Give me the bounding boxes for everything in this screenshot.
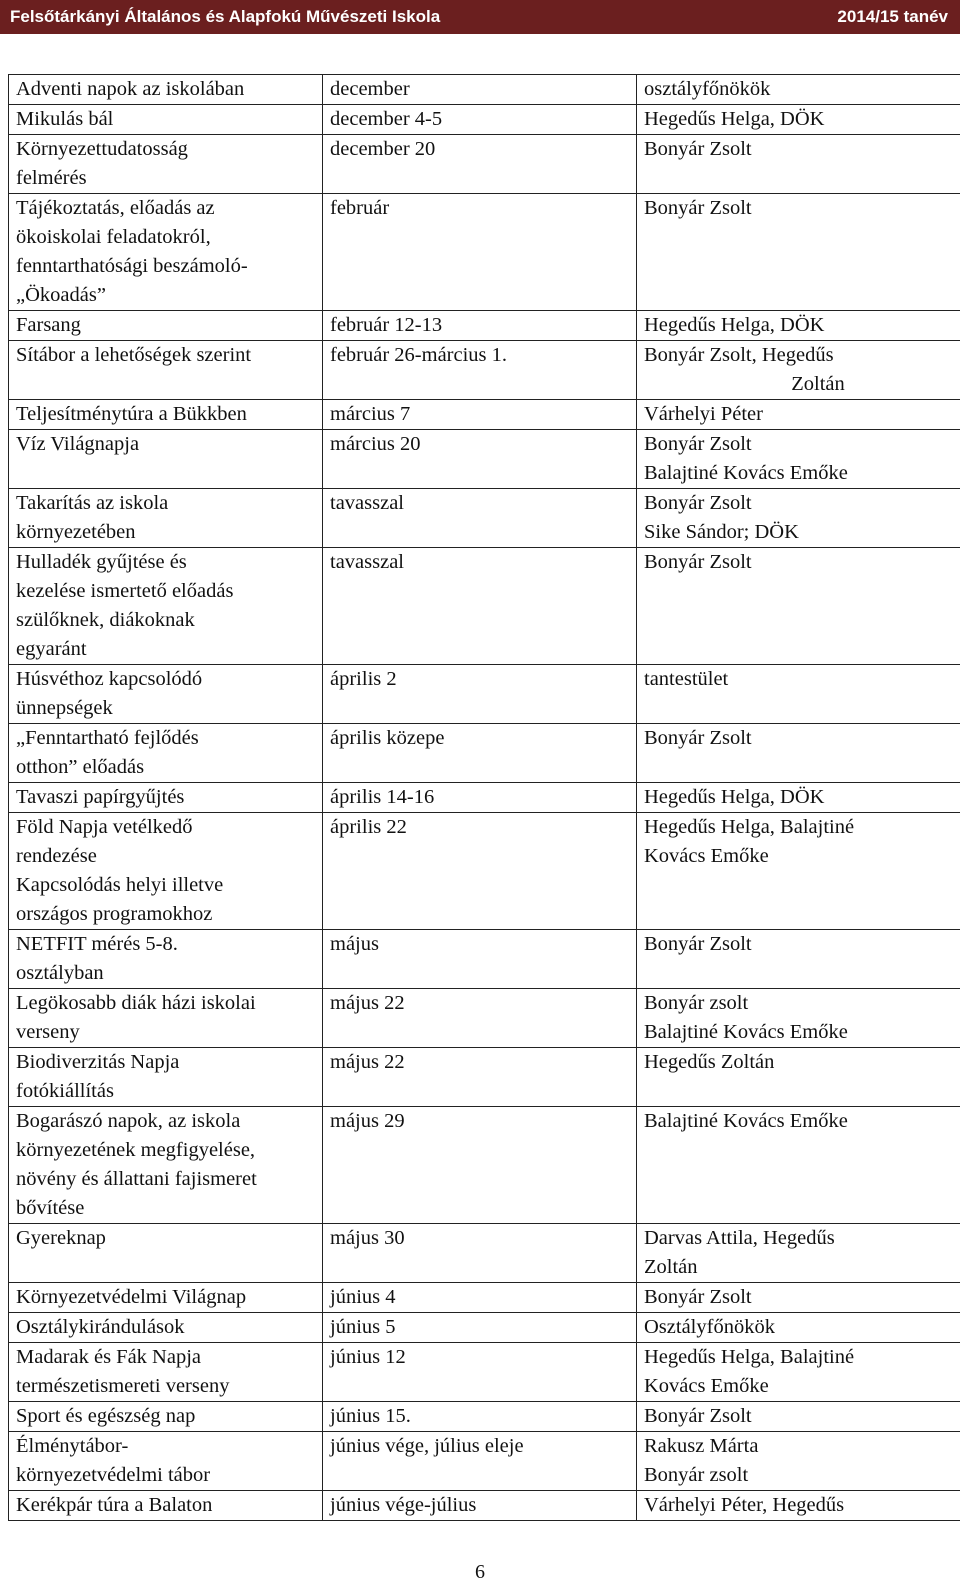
event-text: osztályban bbox=[16, 962, 104, 984]
responsible-text: Kovács Emőke bbox=[644, 845, 769, 867]
event-cell bbox=[9, 430, 323, 489]
responsible-text: Balajtiné Kovács Emőke bbox=[644, 1110, 848, 1132]
date-cell bbox=[323, 1491, 637, 1521]
date-text: március 20 bbox=[330, 433, 421, 455]
responsible-cell bbox=[637, 1491, 960, 1521]
responsible-cell bbox=[637, 311, 960, 341]
responsible-text: Sike Sándor; DÖK bbox=[644, 521, 799, 543]
responsible-text: Hegedűs Helga, Balajtiné bbox=[644, 1346, 855, 1368]
event-text: „Ökoadás” bbox=[16, 284, 106, 306]
date-cell bbox=[323, 400, 637, 430]
event-text: környezetében bbox=[16, 521, 136, 543]
event-cell bbox=[9, 1107, 323, 1224]
event-cell bbox=[9, 813, 323, 930]
date-text: december 4-5 bbox=[330, 108, 443, 130]
responsible-text: Bonyár zsolt bbox=[644, 1464, 749, 1486]
event-text: Környezetvédelmi Világnap bbox=[16, 1286, 247, 1308]
date-text: május 30 bbox=[330, 1227, 405, 1249]
date-cell bbox=[323, 75, 637, 105]
event-cell bbox=[9, 724, 323, 783]
table-row bbox=[9, 400, 960, 430]
document-header bbox=[0, 0, 960, 34]
event-text: „Fenntartható fejlődés bbox=[16, 727, 199, 749]
date-text: június 15. bbox=[330, 1405, 411, 1427]
table-row bbox=[9, 1283, 960, 1313]
table-row bbox=[9, 813, 960, 930]
responsible-text: Bonyár Zsolt, Hegedűs bbox=[644, 344, 834, 366]
table-row bbox=[9, 135, 960, 194]
date-text: június 5 bbox=[330, 1316, 396, 1338]
date-cell bbox=[323, 489, 637, 548]
responsible-cell bbox=[637, 1343, 960, 1402]
responsible-cell bbox=[637, 1432, 960, 1491]
responsible-cell bbox=[637, 489, 960, 548]
responsible-text: Hegedűs Helga, DÖK bbox=[644, 108, 825, 130]
table-row bbox=[9, 1224, 960, 1283]
event-text: Gyereknap bbox=[16, 1227, 106, 1249]
table-row bbox=[9, 724, 960, 783]
responsible-text: Hegedűs Helga, Balajtiné bbox=[644, 816, 855, 838]
date-cell bbox=[323, 194, 637, 311]
responsible-cell bbox=[637, 75, 960, 105]
responsible-cell bbox=[637, 1107, 960, 1224]
responsible-text: Osztályfőnökök bbox=[644, 1316, 775, 1338]
date-text: június vége, július eleje bbox=[330, 1435, 524, 1457]
event-text: fotókiállítás bbox=[16, 1080, 114, 1102]
table-row bbox=[9, 75, 960, 105]
school-year: 2014/15 tanév bbox=[837, 7, 948, 26]
responsible-text: Bonyár Zsolt bbox=[644, 492, 752, 514]
event-text: ünnepségek bbox=[16, 697, 113, 719]
date-text: június 12 bbox=[330, 1346, 406, 1368]
date-text: április 14-16 bbox=[330, 786, 435, 808]
event-cell bbox=[9, 400, 323, 430]
event-text: Madarak és Fák Napja bbox=[16, 1346, 202, 1368]
event-text: egyaránt bbox=[16, 638, 87, 660]
date-text: május 22 bbox=[330, 992, 405, 1014]
date-text: június vége-július bbox=[330, 1494, 477, 1516]
responsible-text: Balajtiné Kovács Emőke bbox=[644, 1021, 848, 1043]
event-text: Környezettudatosság bbox=[16, 138, 188, 160]
event-text: verseny bbox=[16, 1021, 80, 1043]
table-row bbox=[9, 194, 960, 311]
events-table-body bbox=[9, 75, 960, 1521]
event-cell bbox=[9, 1224, 323, 1283]
event-text: Takarítás az iskola bbox=[16, 492, 169, 514]
date-text: december bbox=[330, 78, 410, 100]
table-row bbox=[9, 1048, 960, 1107]
table-row bbox=[9, 1107, 960, 1224]
event-cell bbox=[9, 489, 323, 548]
date-cell bbox=[323, 724, 637, 783]
event-text: növény és állattani fajismeret bbox=[16, 1168, 257, 1190]
date-text: február bbox=[330, 197, 390, 219]
date-cell bbox=[323, 341, 637, 400]
table-row bbox=[9, 1432, 960, 1491]
date-cell bbox=[323, 1313, 637, 1343]
date-text: március 7 bbox=[330, 403, 411, 425]
responsible-cell bbox=[637, 1313, 960, 1343]
responsible-text: Balajtiné Kovács Emőke bbox=[644, 462, 848, 484]
table-row bbox=[9, 105, 960, 135]
event-text: Húsvéthoz kapcsolódó bbox=[16, 668, 203, 690]
responsible-text: Bonyár Zsolt bbox=[644, 1405, 752, 1427]
event-text: Sítábor a lehetőségek szerint bbox=[16, 344, 252, 366]
responsible-text: Bonyár Zsolt bbox=[644, 433, 752, 455]
table-row bbox=[9, 1313, 960, 1343]
event-text: bővítése bbox=[16, 1197, 85, 1219]
event-text: országos programokhoz bbox=[16, 903, 213, 925]
date-text: május 22 bbox=[330, 1051, 405, 1073]
responsible-text: Bonyár Zsolt bbox=[644, 551, 752, 573]
events-table bbox=[8, 74, 960, 1521]
date-text: május 29 bbox=[330, 1110, 405, 1132]
event-text: Tájékoztatás, előadás az bbox=[16, 197, 215, 219]
event-cell bbox=[9, 194, 323, 311]
responsible-cell bbox=[637, 989, 960, 1048]
date-cell bbox=[323, 1224, 637, 1283]
event-text: felmérés bbox=[16, 167, 87, 189]
table-row bbox=[9, 430, 960, 489]
event-text: fenntarthatósági beszámoló- bbox=[16, 255, 248, 277]
event-cell bbox=[9, 1402, 323, 1432]
responsible-cell bbox=[637, 1402, 960, 1432]
responsible-cell bbox=[637, 194, 960, 311]
date-text: május bbox=[330, 933, 379, 955]
date-cell bbox=[323, 930, 637, 989]
event-cell bbox=[9, 105, 323, 135]
date-cell bbox=[323, 989, 637, 1048]
responsible-text: osztályfőnökök bbox=[644, 78, 771, 100]
event-cell bbox=[9, 989, 323, 1048]
event-text: Farsang bbox=[16, 314, 81, 336]
responsible-cell bbox=[637, 783, 960, 813]
table-row bbox=[9, 989, 960, 1048]
date-text: április 2 bbox=[330, 668, 397, 690]
event-cell bbox=[9, 783, 323, 813]
responsible-cell bbox=[637, 135, 960, 194]
event-text: ökoiskolai feladatokról, bbox=[16, 226, 211, 248]
date-cell bbox=[323, 813, 637, 930]
date-text: június 4 bbox=[330, 1286, 396, 1308]
responsible-text: Bonyár Zsolt bbox=[644, 197, 752, 219]
page-number: 6 bbox=[475, 1561, 485, 1583]
responsible-text: Hegedűs Helga, DÖK bbox=[644, 786, 825, 808]
responsible-text: Rakusz Márta bbox=[644, 1435, 759, 1457]
event-text: Adventi napok az iskolában bbox=[16, 78, 245, 100]
event-cell bbox=[9, 548, 323, 665]
event-text: Legökosabb diák házi iskolai bbox=[16, 992, 256, 1014]
date-cell bbox=[323, 1107, 637, 1224]
responsible-text: Zoltán bbox=[644, 1256, 698, 1278]
date-cell bbox=[323, 1283, 637, 1313]
event-text: Teljesítménytúra a Bükkben bbox=[16, 403, 247, 425]
date-cell bbox=[323, 1432, 637, 1491]
event-text: Mikulás bál bbox=[16, 108, 114, 130]
event-cell bbox=[9, 1048, 323, 1107]
date-cell bbox=[323, 1343, 637, 1402]
event-cell bbox=[9, 665, 323, 724]
table-row bbox=[9, 1491, 960, 1521]
responsible-text: Bonyár Zsolt bbox=[644, 933, 752, 955]
responsible-cell bbox=[637, 1048, 960, 1107]
responsible-cell bbox=[637, 400, 960, 430]
event-text: otthon” előadás bbox=[16, 756, 145, 778]
date-cell bbox=[323, 311, 637, 341]
responsible-cell bbox=[637, 548, 960, 665]
event-text: NETFIT mérés 5-8. bbox=[16, 933, 178, 955]
responsible-cell bbox=[637, 1283, 960, 1313]
event-text: szülőknek, diákoknak bbox=[16, 609, 195, 631]
responsible-cell bbox=[637, 105, 960, 135]
event-text: rendezése bbox=[16, 845, 97, 867]
date-cell bbox=[323, 105, 637, 135]
event-text: Tavaszi papírgyűjtés bbox=[16, 786, 185, 808]
table-row bbox=[9, 341, 960, 400]
table-row bbox=[9, 548, 960, 665]
event-cell bbox=[9, 135, 323, 194]
table-row bbox=[9, 930, 960, 989]
responsible-text: tantestület bbox=[644, 668, 729, 690]
responsible-text: Kovács Emőke bbox=[644, 1375, 769, 1397]
responsible-text: Várhelyi Péter, Hegedűs bbox=[644, 1494, 845, 1516]
event-cell bbox=[9, 311, 323, 341]
event-text: Sport és egészség nap bbox=[16, 1405, 196, 1427]
date-cell bbox=[323, 1048, 637, 1107]
event-text: környezetvédelmi tábor bbox=[16, 1464, 211, 1486]
table-row bbox=[9, 489, 960, 548]
responsible-text: Bonyár zsolt bbox=[644, 992, 749, 1014]
date-cell bbox=[323, 548, 637, 665]
event-text: természetismereti verseny bbox=[16, 1375, 230, 1397]
event-text: Bogarászó napok, az iskola bbox=[16, 1110, 241, 1132]
table-row bbox=[9, 1402, 960, 1432]
date-text: április 22 bbox=[330, 816, 407, 838]
date-text: február 26-március 1. bbox=[330, 344, 508, 366]
date-cell bbox=[323, 135, 637, 194]
event-cell bbox=[9, 930, 323, 989]
event-cell bbox=[9, 75, 323, 105]
event-text: környezetének megfigyelése, bbox=[16, 1139, 256, 1161]
responsible-text: Bonyár Zsolt bbox=[644, 138, 752, 160]
event-text: Élménytábor- bbox=[16, 1435, 129, 1457]
responsible-cell bbox=[637, 341, 960, 400]
date-text: december 20 bbox=[330, 138, 436, 160]
date-cell bbox=[323, 1402, 637, 1432]
event-cell bbox=[9, 341, 323, 400]
date-text: tavasszal bbox=[330, 492, 404, 514]
table-row bbox=[9, 665, 960, 724]
responsible-text: Darvas Attila, Hegedűs bbox=[644, 1227, 835, 1249]
event-cell bbox=[9, 1283, 323, 1313]
responsible-cell bbox=[637, 665, 960, 724]
responsible-cell bbox=[637, 1224, 960, 1283]
date-text: február 12-13 bbox=[330, 314, 443, 336]
event-text: Kapcsolódás helyi illetve bbox=[16, 874, 224, 896]
event-text: Föld Napja vetélkedő bbox=[16, 816, 193, 838]
event-text: Osztálykirándulások bbox=[16, 1316, 185, 1338]
event-text: kezelése ismertető előadás bbox=[16, 580, 234, 602]
event-text: Hulladék gyűjtése és bbox=[16, 551, 187, 573]
table-row bbox=[9, 311, 960, 341]
table-row bbox=[9, 1343, 960, 1402]
responsible-text: Hegedűs Helga, DÖK bbox=[644, 314, 825, 336]
responsible-cell bbox=[637, 430, 960, 489]
date-cell bbox=[323, 783, 637, 813]
event-text: Kerékpár túra a Balaton bbox=[16, 1494, 213, 1516]
responsible-text: Zoltán bbox=[791, 373, 845, 395]
date-cell bbox=[323, 665, 637, 724]
school-name: Felsőtárkányi Általános és Alapfokú Művészeti Iskola bbox=[10, 7, 441, 26]
event-text: Biodiverzitás Napja bbox=[16, 1051, 180, 1073]
event-cell bbox=[9, 1432, 323, 1491]
date-cell bbox=[323, 430, 637, 489]
date-text: április közepe bbox=[330, 727, 445, 749]
event-text: Víz Világnapja bbox=[16, 433, 140, 455]
event-cell bbox=[9, 1491, 323, 1521]
responsible-cell bbox=[637, 724, 960, 783]
responsible-text: Bonyár Zsolt bbox=[644, 1286, 752, 1308]
table-row bbox=[9, 783, 960, 813]
responsible-text: Várhelyi Péter bbox=[644, 403, 763, 425]
event-cell bbox=[9, 1313, 323, 1343]
responsible-cell bbox=[637, 813, 960, 930]
responsible-text: Bonyár Zsolt bbox=[644, 727, 752, 749]
event-cell bbox=[9, 1343, 323, 1402]
responsible-text: Hegedűs Zoltán bbox=[644, 1051, 775, 1073]
responsible-cell bbox=[637, 930, 960, 989]
date-text: tavasszal bbox=[330, 551, 404, 573]
